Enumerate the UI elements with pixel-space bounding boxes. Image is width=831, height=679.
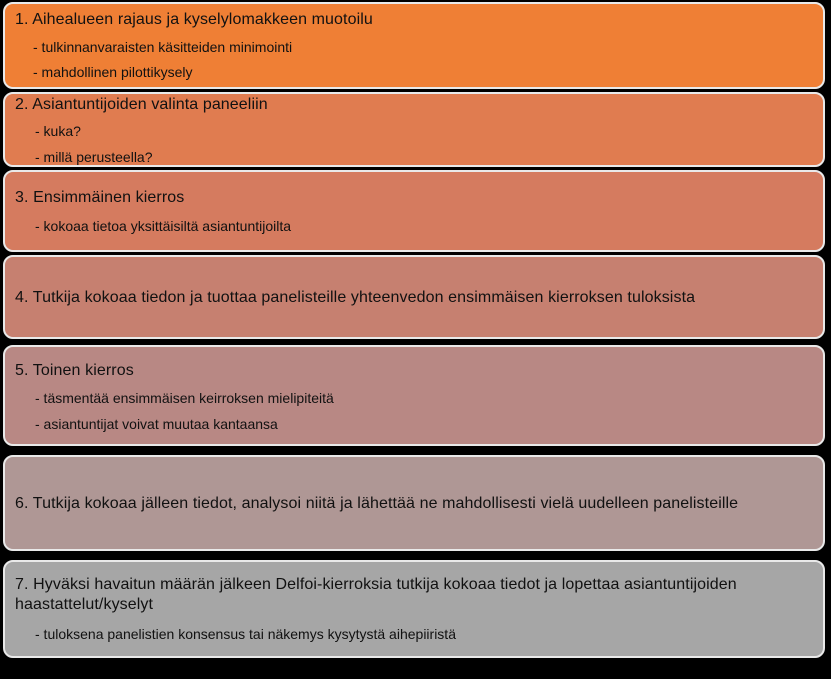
step-3-bullet-1: - kokoaa tietoa yksittäisiltä asiantuntijoilta [35,218,292,234]
step-1-box [3,2,825,89]
step-1-bullet-2: - mahdollinen pilottikysely [33,64,193,80]
step-5-title: 5. Toinen kierros [15,362,134,379]
step-1-title: 1. Aihealueen rajaus ja kyselylomakkeen muotoilu [15,11,373,28]
step-6-box [3,455,825,551]
step-5-bullet-1: - täsmentää ensimmäisen keirroksen mielipiteitä [35,390,334,406]
step-5-box [3,345,825,446]
step-6-title: 6. Tutkija kokoaa jälleen tiedot, analysoi niitä ja lähettää ne mahdollisesti vielä uudelleen panelisteille [15,495,739,512]
step-7-title: 7. Hyväksi havaitun määrän jälkeen Delfoi-kierroksia tutkija kokoaa tiedot ja lopettaa asiantuntijoiden haastattelut/kyselyt [15,576,737,613]
step-3-box [3,170,825,252]
step-2-title: 2. Asiantuntijoiden valinta paneeliin [15,96,268,113]
step-4-box [3,255,825,339]
step-2-bullet-1: - kuka? [35,123,81,139]
step-2-bullet-2: - millä perusteella? [35,149,153,165]
step-5-bullet-2: - asiantuntijat voivat muutaa kantaansa [35,416,278,432]
step-7-box [3,560,825,658]
step-3-title: 3. Ensimmäinen kierros [15,189,185,206]
step-1-bullet-1: - tulkinnanvaraisten käsitteiden minimointi [33,39,293,55]
step-4-title: 4. Tutkija kokoaa tiedon ja tuottaa panelisteille yhteenvedon ensimmäisen kierroksen tuloksista [15,289,696,306]
step-7-bullet-1: - tuloksena panelistien konsensus tai näkemys kysytystä aihepiiristä [35,626,456,642]
step-2-box [3,92,825,167]
